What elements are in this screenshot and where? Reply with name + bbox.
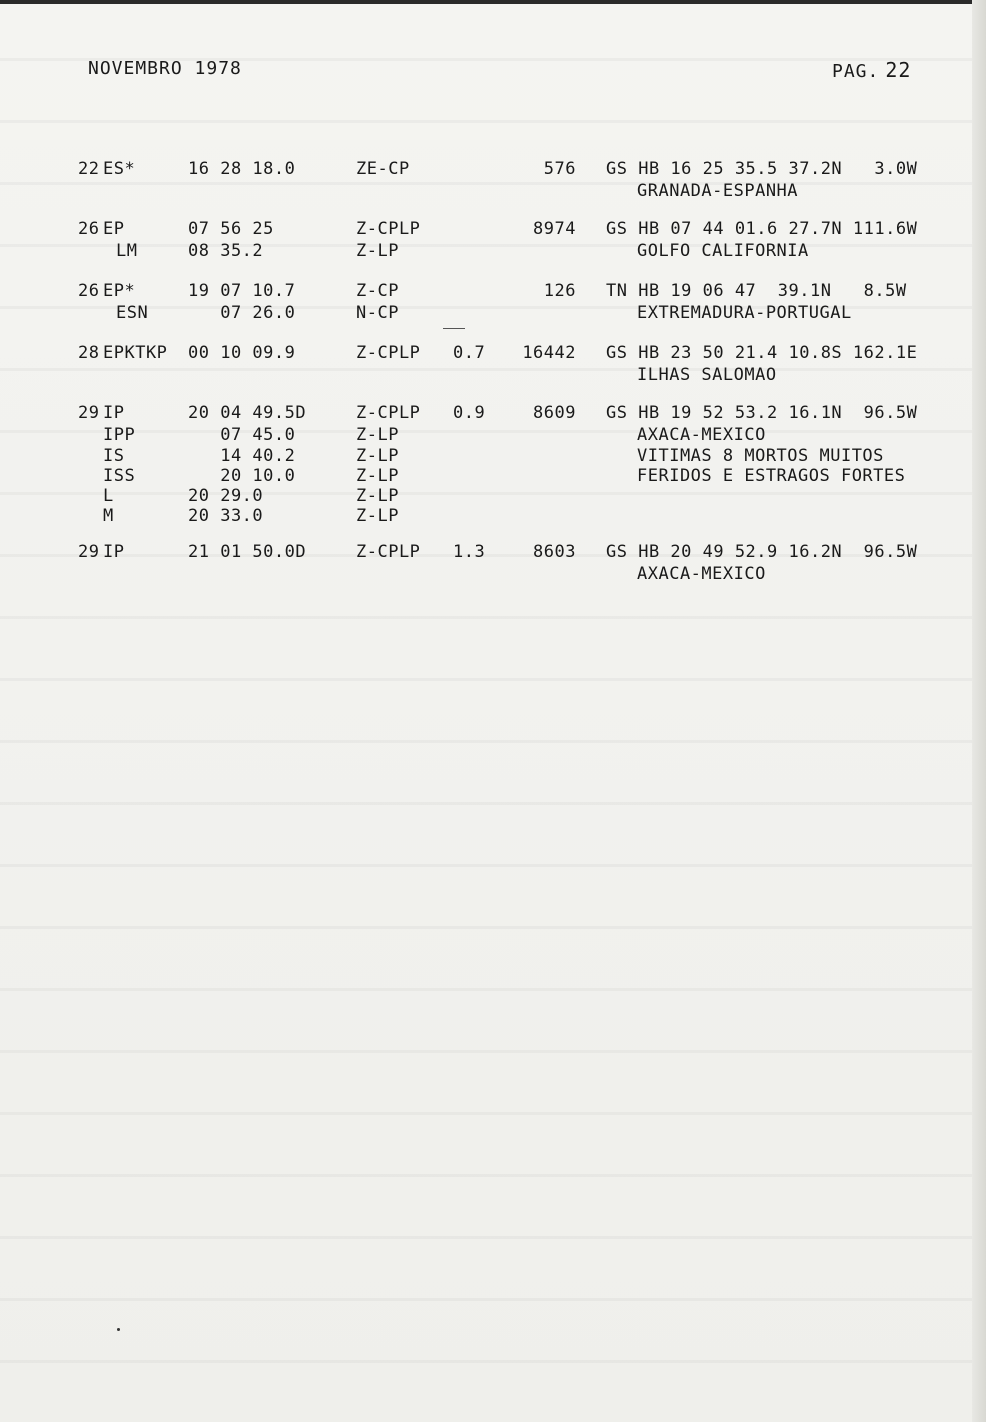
top-edge (0, 0, 986, 4)
phase-cell: EP (103, 219, 125, 239)
phase-cell: ISS (103, 466, 136, 486)
time-cell: 08 35.2 (188, 241, 264, 261)
record-row (0, 343, 918, 365)
time-cell: 00 10 09.9 (188, 343, 296, 363)
record-row (0, 542, 918, 564)
time-cell: 07 56 25 (188, 219, 274, 239)
component-cell: Z-LP (356, 466, 399, 486)
stray-mark (117, 1328, 120, 1331)
place-cell: ILHAS SALOMAO (637, 365, 777, 385)
distance-cell: 8609 (533, 403, 576, 423)
component-cell: Z-CPLP (356, 403, 421, 423)
header-month: NOVEMBRO 1978 (88, 58, 242, 79)
record-row (0, 241, 809, 263)
component-cell: Z-CPLP (356, 542, 421, 562)
day-cell: 26 (78, 281, 100, 301)
reference-cell: GS HB 19 52 53.2 16.1N 96.5W (606, 403, 918, 423)
record-row (0, 219, 918, 241)
time-cell: 14 40.2 (188, 446, 296, 466)
phase-cell: EPKTKP (103, 343, 168, 363)
stray-dash (443, 328, 465, 329)
phase-cell: IS (103, 446, 125, 466)
time-cell: 20 04 49.5D (188, 403, 307, 423)
reference-cell: GS HB 07 44 01.6 27.7N 111.6W (606, 219, 918, 239)
period-cell: 0.7 (453, 343, 486, 363)
day-cell: 28 (78, 343, 100, 363)
record-row (0, 506, 399, 528)
time-cell: 07 45.0 (188, 425, 296, 445)
time-cell: 07 26.0 (188, 303, 296, 323)
header-page (832, 58, 911, 82)
record-row (0, 486, 399, 508)
time-cell: 21 01 50.0D (188, 542, 307, 562)
reference-cell: GS HB 16 25 35.5 37.2N 3.0W (606, 159, 918, 179)
record-row (0, 403, 918, 425)
component-cell: Z-LP (356, 506, 399, 526)
component-cell: N-CP (356, 303, 399, 323)
phase-cell: L (103, 486, 114, 506)
phase-cell: M (103, 506, 114, 526)
time-cell: 20 10.0 (188, 466, 296, 486)
day-cell: 29 (78, 403, 100, 423)
place-cell: VITIMAS 8 MORTOS MUITOS (637, 446, 884, 466)
record-row (0, 365, 777, 387)
distance-cell: 8974 (533, 219, 576, 239)
record-row (0, 466, 906, 488)
period-cell: 1.3 (453, 542, 486, 562)
component-cell: Z-LP (356, 425, 399, 445)
time-cell: 20 29.0 (188, 486, 264, 506)
component-cell: Z-CPLP (356, 219, 421, 239)
distance-cell: 16442 (522, 343, 576, 363)
component-cell: Z-LP (356, 446, 399, 466)
record-row (0, 564, 766, 586)
phase-cell: IPP (103, 425, 136, 445)
phase-cell: IP (103, 542, 125, 562)
time-cell: 16 28 18.0 (188, 159, 296, 179)
right-edge (972, 0, 986, 1422)
place-cell: AXACA-MEXICO (637, 425, 766, 445)
reference-cell: GS HB 20 49 52.9 16.2N 96.5W (606, 542, 918, 562)
place-cell: FERIDOS E ESTRAGOS FORTES (637, 466, 906, 486)
place-cell: AXACA-MEXICO (637, 564, 766, 584)
record-row (0, 281, 907, 303)
distance-cell: 8603 (533, 542, 576, 562)
time-cell: 20 33.0 (188, 506, 264, 526)
phase-cell: IP (103, 403, 125, 423)
time-cell: 19 07 10.7 (188, 281, 296, 301)
phase-cell: EP* (103, 281, 136, 301)
reference-cell: TN HB 19 06 47 39.1N 8.5W (606, 281, 907, 301)
phase-cell: ES* (103, 159, 136, 179)
record-row (0, 446, 884, 468)
distance-cell: 576 (543, 159, 576, 179)
day-cell: 26 (78, 219, 100, 239)
reference-cell: GS HB 23 50 21.4 10.8S 162.1E (606, 343, 918, 363)
component-cell: Z-LP (356, 241, 399, 261)
component-cell: ZE-CP (356, 159, 410, 179)
place-cell: EXTREMADURA-PORTUGAL (637, 303, 852, 323)
record-row (0, 425, 766, 447)
place-cell: GRANADA-ESPANHA (637, 181, 799, 201)
phase-cell: ESN (116, 303, 149, 323)
day-cell: 29 (78, 542, 100, 562)
record-row (0, 181, 799, 203)
period-cell: 0.9 (453, 403, 486, 423)
page-number: 22 (885, 58, 912, 82)
record-row (0, 159, 918, 181)
page-label: PAG. (832, 61, 880, 82)
phase-cell: LM (116, 241, 138, 261)
component-cell: Z-LP (356, 486, 399, 506)
component-cell: Z-CP (356, 281, 399, 301)
day-cell: 22 (78, 159, 100, 179)
place-cell: GOLFO CALIFORNIA (637, 241, 809, 261)
record-row (0, 303, 852, 325)
distance-cell: 126 (543, 281, 576, 301)
component-cell: Z-CPLP (356, 343, 421, 363)
